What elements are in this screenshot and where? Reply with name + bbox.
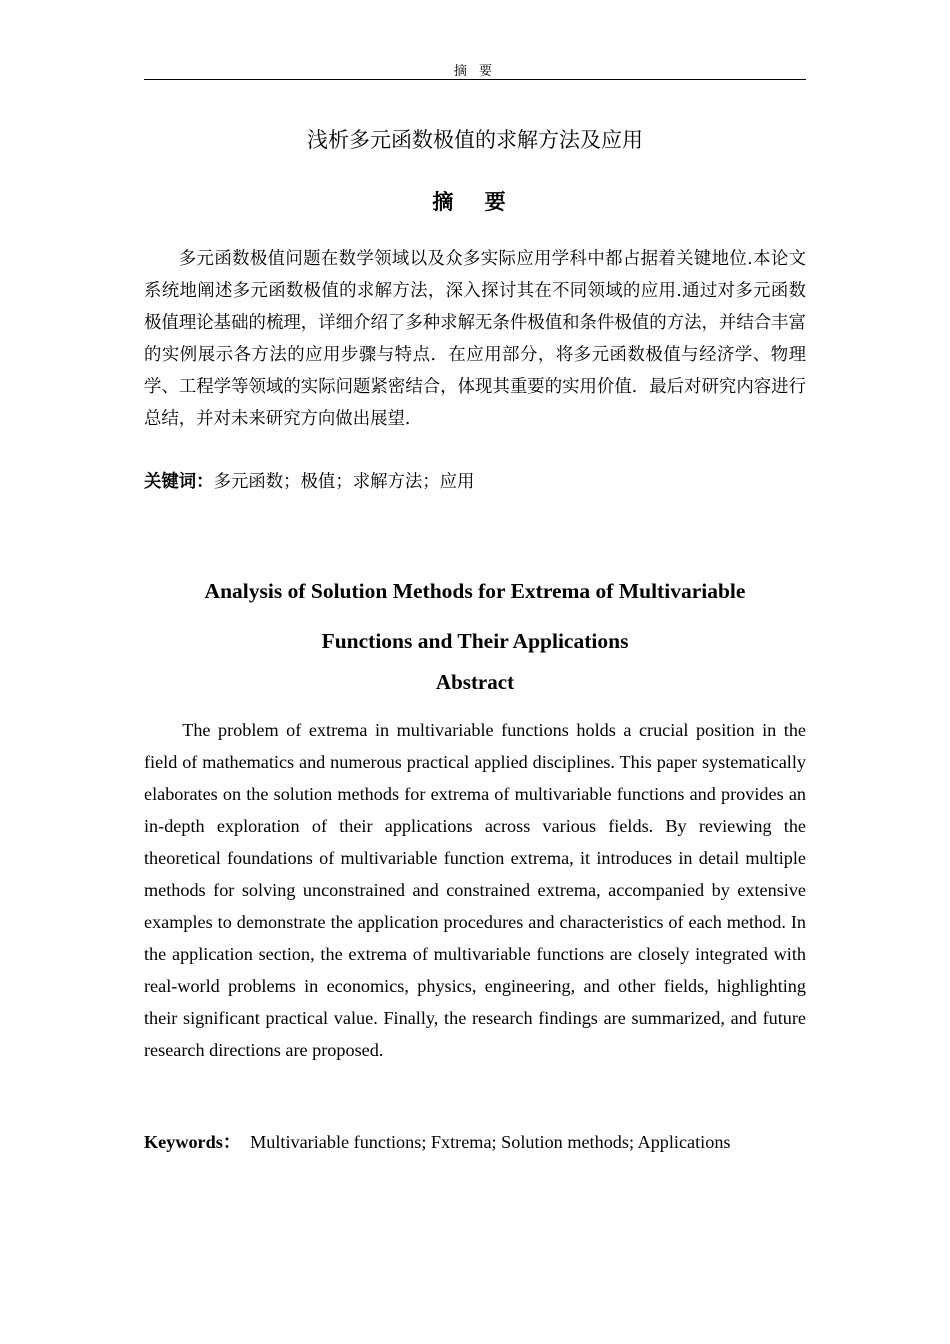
english-title-line-2: Functions and Their Applications (321, 629, 629, 653)
english-abstract-heading: Abstract (435, 670, 515, 694)
english-keywords-label: Keywords： (144, 1132, 241, 1152)
chinese-abstract-body: 多元函数极值问题在数学领域以及众多实际应用学科中都占据着关键地位.本论文系统地阐述多元函数极值的求解方法，深入探讨其在不同领域的应用.通过对多元函数极值理论基础的梳理，详细介绍了多种求解无条件极值和条件极值的方法，并结合丰富的实例展示各方法的应用步骤与特点．在应用部分，将多元函数极值与经济学、物理学、工程学等领域的实际问题紧密结合，体现其重要的实用价值．最后对研究内容进行总结，并对未来研究方向做出展望. (144, 249, 806, 429)
chinese-keywords-label: 关键词： (144, 472, 214, 492)
english-keywords-value: Multivariable functions; Fxtrema; Solution methods; Applications (250, 1132, 731, 1152)
english-keywords (144, 1128, 806, 1156)
chinese-title: 浅析多元函数极值的求解方法及应用 (307, 128, 643, 152)
running-header: 摘 要 (453, 64, 497, 79)
header-rule (144, 79, 806, 80)
chinese-keywords (144, 466, 806, 498)
chinese-abstract-heading: 摘 要 (432, 190, 518, 214)
english-title-line-1: Analysis of Solution Methods for Extrema of Multivariable (204, 579, 746, 603)
english-title (144, 566, 806, 666)
english-abstract-body: The problem of extrema in multivariable functions holds a crucial position in the field of mathematics and numerous practical applied disciplines. This paper systematically elaborates on the solution methods for extrema of multivariable functions and provides an in-depth exploration of their applications across various fields. By reviewing the theoretical foundations of multivariable function extrema, it introduces in detail multiple methods for solving unconstrained and constrained extrema, accompanied by extensive examples to demonstrate the application procedures and characteristics of each method. In the application section, the extrema of multivariable functions are closely integrated with real-world problems in economics, physics, engineering, and other fields, highlighting their significant practical value. Finally, the research findings are summarized, and future research directions are proposed. (144, 720, 806, 1060)
chinese-keywords-value: 多元函数；极值；求解方法；应用 (213, 472, 475, 492)
